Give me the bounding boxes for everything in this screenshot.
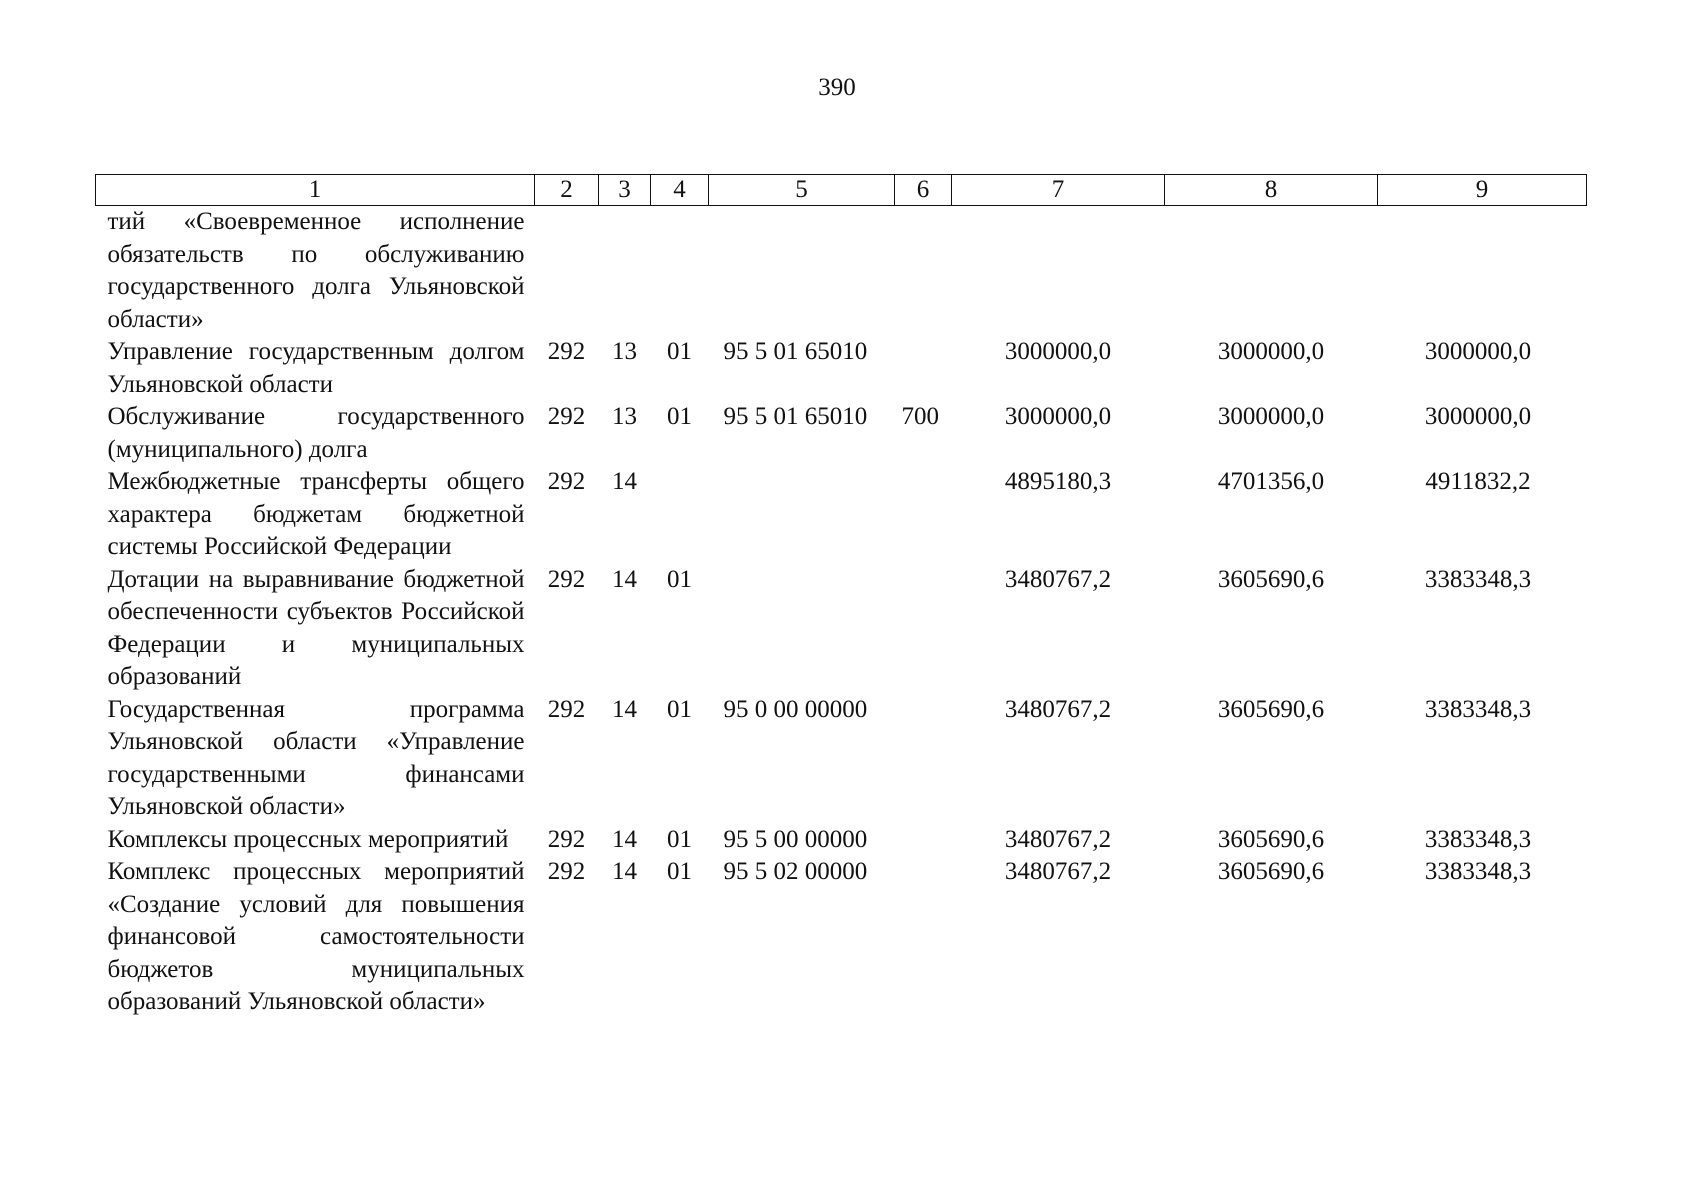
amount-year-2: 3000000,0 [1217,403,1325,430]
target-code: 95 5 01 65010 [723,338,868,365]
subsection-code: 01 [667,403,692,430]
target-code [709,564,895,694]
admin-code: 292 [547,565,586,593]
row-description: Дотации на выравнивание бюджетной обеспеченности субъектов Российской Федерации и муниципальных образований [107,565,525,690]
amount-year-1: 3480767,2 [1004,825,1112,853]
admin-code: 292 [547,825,586,853]
row-description: Комплексы процессных мероприятий [107,825,509,853]
section-code: 13 [612,338,637,365]
subsection-code [651,466,709,564]
target-code [709,206,895,337]
expense-code [895,336,952,401]
amount-year-2: 3605690,6 [1217,825,1325,853]
target-code [709,466,895,564]
amount-year-3: 4911832,2 [1425,468,1531,495]
section-code: 14 [612,468,637,495]
target-code: 95 0 00 00000 [723,695,868,723]
subsection-code [651,206,709,337]
amount-year-2: 3000000,0 [1217,338,1325,365]
column-header: 2 [535,175,599,206]
amount-year-1: 3480767,2 [1004,695,1112,723]
subsection-code: 01 [667,695,692,723]
admin-code: 292 [547,858,586,885]
amount-year-2: 4701356,0 [1217,468,1325,495]
table-row [96,694,1587,824]
section-code: 14 [612,858,637,885]
expense-code: 700 [901,403,939,430]
section-code: 13 [612,403,637,430]
amount-year-3: 3000000,0 [1424,338,1532,365]
column-header: 8 [1165,175,1378,206]
table-row [96,856,1587,1019]
table-row [96,824,1587,857]
row-description: Межбюджетные трансферты общего характера бюджетам бюджетной системы Российской Федерации [107,468,525,560]
expense-code [895,206,952,337]
row-description: тий «Своевременное исполнение обязательств по обслуживанию государственного долга Ульяновской области» [107,208,525,333]
section-code [599,206,651,337]
table-row [96,401,1587,466]
column-header: 3 [599,175,651,206]
amount-year-2: 3605690,6 [1217,695,1325,723]
row-description: Обслуживание государственного (муниципального) долга [107,403,525,463]
section-code: 14 [612,695,637,723]
expense-code [895,856,952,1019]
amount-year-3: 3000000,0 [1424,403,1532,430]
subsection-code: 01 [667,338,692,365]
admin-code [535,206,599,337]
amount-year-2: 3605690,6 [1217,565,1325,593]
amount-year-1: 3480767,2 [1004,858,1112,885]
amount-year-3: 3383348,3 [1424,825,1532,853]
column-header: 1 [96,175,535,206]
column-header: 7 [952,175,1165,206]
expense-code [895,824,952,857]
section-code: 14 [612,565,637,593]
amount-year-3: 3383348,3 [1424,695,1532,723]
target-code: 95 5 02 00000 [723,858,868,885]
table-row [96,336,1587,401]
column-header: 4 [651,175,709,206]
amount-year-3: 3383348,3 [1424,858,1532,885]
subsection-code: 01 [667,858,692,885]
section-code: 14 [612,825,637,853]
admin-code: 292 [547,338,586,365]
column-header: 9 [1378,175,1587,206]
table-row [96,564,1587,694]
amount-year-1 [952,206,1165,337]
page-number: 390 [818,74,856,101]
subsection-code: 01 [667,825,692,853]
admin-code: 292 [547,403,586,430]
table-header-row [96,175,1587,206]
admin-code: 292 [547,695,586,723]
amount-year-1: 3000000,0 [1004,338,1112,365]
target-code: 95 5 00 00000 [723,825,868,853]
row-description: Комплекс процессных мероприятий «Создание условий для повышения финансовой самостоятельности бюджетов муниципальных образований Ульяновской области» [107,858,525,1015]
expense-code [895,466,952,564]
subsection-code: 01 [667,565,692,593]
amount-year-3 [1378,206,1587,337]
expense-code [895,564,952,694]
amount-year-1: 3480767,2 [1004,565,1112,593]
amount-year-1: 4895180,3 [1004,468,1112,495]
table-row [96,466,1587,564]
row-description: Управление государственным долгом Ульяновской области [107,338,525,398]
amount-year-2 [1165,206,1378,337]
expense-code [895,694,952,824]
column-header: 6 [895,175,952,206]
column-header: 5 [709,175,895,206]
row-description: Государственная программа Ульяновской области «Управление государственными финансами Ульяновской области» [107,695,525,820]
budget-table [95,174,1587,1019]
amount-year-3: 3383348,3 [1424,565,1532,593]
amount-year-1: 3000000,0 [1004,403,1112,430]
admin-code: 292 [547,468,586,495]
target-code: 95 5 01 65010 [723,403,868,430]
table-row [96,206,1587,337]
amount-year-2: 3605690,6 [1217,858,1325,885]
